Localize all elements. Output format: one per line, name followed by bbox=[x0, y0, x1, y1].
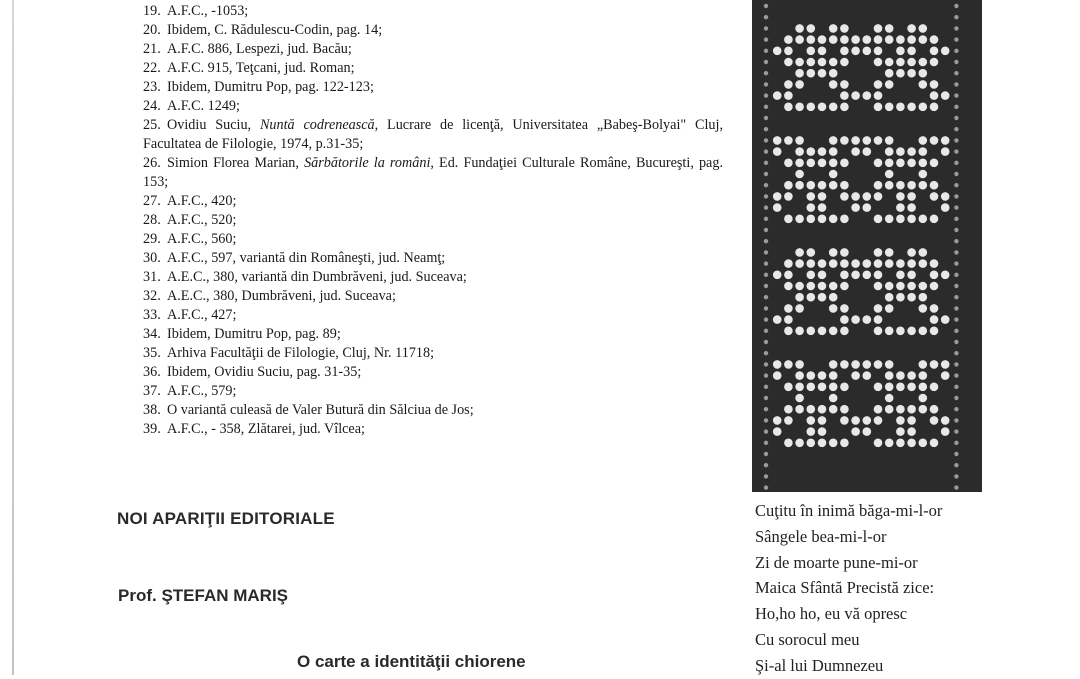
poem-line-1: Cuţitu în inimă băga-mi-l-or bbox=[755, 501, 943, 520]
beadwork-pattern-image bbox=[752, 0, 982, 492]
folk-poem bbox=[755, 498, 1075, 679]
footnote-20: 20. Ibidem, C. Rădulescu-Codin, pag. 14; bbox=[143, 22, 383, 38]
poem-line-3: Zi de moarte pune-mi-or bbox=[755, 552, 918, 572]
footnote-27: 27. A.F.C., 420; bbox=[143, 193, 237, 209]
footnote-31: 31. A.E.C., 380, variantă din Dumbrăveni, jud. Suceava; bbox=[143, 269, 467, 285]
footnote-23: 23. Ibidem, Dumitru Pop, pag. 122-123; bbox=[143, 79, 374, 95]
footnote-32: 32. A.E.C., 380, Dumbrăveni, jud. Suceava; bbox=[143, 288, 396, 304]
poem-line-6: Cu sorocul meu bbox=[755, 629, 860, 649]
footnote-36: 36. Ibidem, Ovidiu Suciu, pag. 31-35; bbox=[143, 364, 362, 380]
footnote-34: 34. Ibidem, Dumitru Pop, pag. 89; bbox=[143, 326, 341, 342]
poem-line-2: Sângele bea-mi-l-or bbox=[755, 526, 887, 546]
footnote-25: 25. Ovidiu Suciu, Nuntă codrenească, Lucrare de licenţă, Universitatea „Babeş-Bolyai" Cluj, Facultatea de Filologie, 1974, p.31-35; bbox=[143, 117, 723, 152]
footnote-19: 19. A.F.C., -1053; bbox=[143, 3, 249, 19]
footnote-33: 33. A.F.C., 427; bbox=[143, 307, 237, 323]
footnote-21: 21. A.F.C. 886, Lespezi, jud. Bacău; bbox=[143, 41, 352, 57]
footnote-38: 38. O variantă culeasă de Valer Butură din Sălciua de Jos; bbox=[143, 402, 474, 418]
footnote-37: 37. A.F.C., 579; bbox=[143, 383, 237, 399]
footnote-22: 22. A.F.C. 915, Teţcani, jud. Roman; bbox=[143, 60, 355, 76]
footnotes-list bbox=[143, 2, 723, 439]
footnote-35: 35. Arhiva Facultăţii de Filologie, Cluj, Nr. 11718; bbox=[143, 345, 435, 361]
poem-line-5: Ho,ho ho, eu vă opresc bbox=[755, 604, 908, 624]
article-title: O carte a identităţii chiorene bbox=[297, 652, 526, 671]
poem-line-4: Maica Sfântă Precistă zice: bbox=[755, 578, 935, 598]
author-name: Prof. ŞTEFAN MARIŞ bbox=[118, 586, 289, 605]
footnote-24: 24. A.F.C. 1249; bbox=[143, 98, 240, 114]
footnote-39: 39. A.F.C., - 358, Zlătarei, jud. Vîlcea; bbox=[143, 421, 365, 437]
page-edge bbox=[12, 0, 14, 675]
section-heading: NOI APARIŢII EDITORIALE bbox=[117, 509, 335, 528]
beadwork-pattern-svg bbox=[752, 0, 982, 492]
footnote-28: 28. A.F.C., 520; bbox=[143, 212, 237, 228]
poem-line-7: Şi-al lui Dumnezeu bbox=[755, 655, 884, 675]
footnote-26: 26. Simion Florea Marian, Sărbătorile la români, Ed. Fundaţiei Culturale Române, Bucureşti, pag. 153; bbox=[143, 155, 723, 190]
footnote-29: 29. A.F.C., 560; bbox=[143, 231, 237, 247]
footnote-30: 30. A.F.C., 597, variantă din Româneşti, jud. Neamţ; bbox=[143, 250, 446, 266]
